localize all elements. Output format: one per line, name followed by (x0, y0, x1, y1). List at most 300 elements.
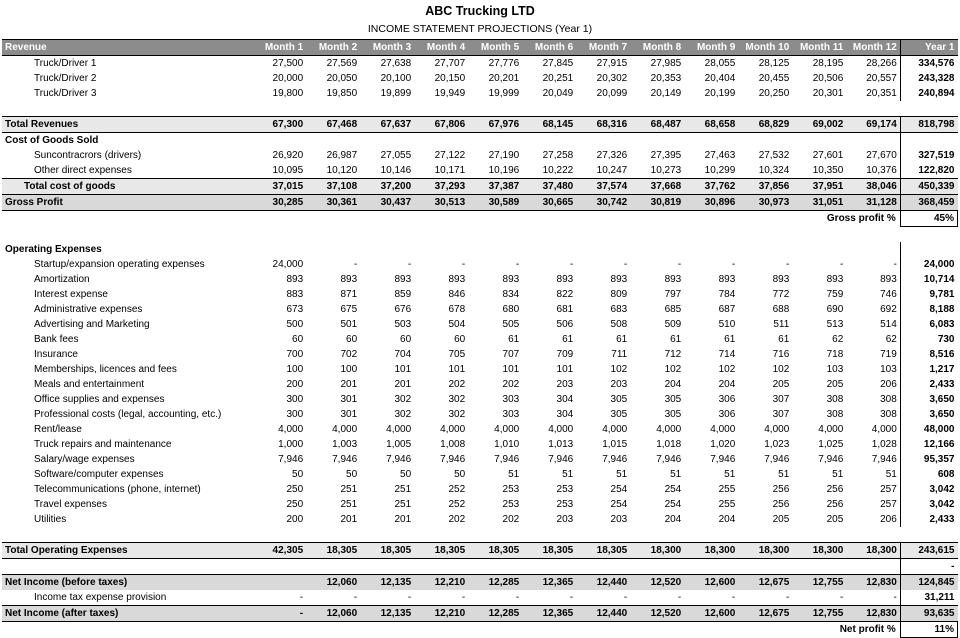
cell: 1,005 (386, 439, 412, 450)
cell: 4,000 (548, 424, 574, 435)
table-row-total-cogs (2, 179, 958, 195)
cell: 37,762 (684, 179, 738, 195)
cell: 28,055 (704, 58, 736, 69)
cell: 257 (880, 499, 897, 510)
cell: 18,305 (468, 543, 522, 559)
cell: 67,637 (360, 117, 414, 133)
row-label: Professional costs (legal, accounting, etc.) (34, 409, 222, 420)
cell: 746 (880, 289, 897, 300)
gross-profit-pct-value: 45% (900, 211, 957, 227)
row-label: Insurance (34, 349, 78, 360)
company-title: ABC Trucking LTD (425, 4, 535, 18)
cell: 20,557 (866, 73, 897, 84)
row-label: Travel expenses (34, 499, 107, 510)
year-cell: 12,166 (900, 437, 957, 452)
cell: 27,055 (380, 150, 412, 161)
spacer-row (2, 101, 958, 117)
cell: 102 (772, 364, 790, 375)
row-label: Startup/expansion operating expenses (34, 259, 205, 270)
cell: 1,000 (278, 439, 304, 450)
cell: 711 (611, 349, 628, 360)
cell: 10,146 (380, 165, 412, 176)
cell: 4,000 (386, 424, 412, 435)
cell: 28,195 (812, 58, 844, 69)
cell: 308 (880, 394, 897, 405)
cell: 26,987 (326, 150, 358, 161)
cell: 7,946 (548, 454, 574, 465)
cell: 692 (880, 304, 897, 315)
cell: 20,251 (542, 73, 574, 84)
cell: 871 (340, 289, 358, 300)
table-row-income-tax (2, 590, 958, 606)
cell: 253 (556, 499, 574, 510)
cell: 680 (502, 304, 520, 315)
row-label: Administrative expenses (34, 304, 143, 315)
cell: 27,463 (704, 150, 736, 161)
year-cell: 240,894 (900, 86, 957, 101)
cell: 201 (340, 514, 358, 525)
cell: 203 (556, 514, 574, 525)
cell: - (893, 259, 897, 270)
cell: 705 (448, 349, 466, 360)
cell: 18,305 (414, 543, 468, 559)
cell: 12,600 (684, 606, 738, 622)
cell: 19,899 (380, 88, 412, 99)
row-label: Net Income (after taxes) (2, 606, 252, 622)
row-label: Advertising and Marketing (34, 319, 150, 330)
cell: 834 (502, 289, 520, 300)
header-year-1: Year 1 (900, 40, 957, 56)
cell: 18,305 (576, 543, 630, 559)
cell: 510 (718, 319, 736, 330)
cell: 103 (826, 364, 844, 375)
cell: 500 (286, 319, 304, 330)
header-month-7: Month 7 (576, 40, 630, 56)
cell: - (785, 259, 790, 270)
cell: 12,365 (522, 606, 576, 622)
cell: 60 (454, 334, 466, 345)
cell: 251 (394, 484, 412, 495)
cell: 308 (826, 409, 844, 420)
cell: 27,638 (380, 58, 412, 69)
cell: 38,046 (846, 179, 900, 195)
year-cell: 334,576 (900, 56, 957, 72)
cell: 687 (718, 304, 736, 315)
net-profit-pct-value: 11% (900, 622, 957, 638)
year-cell: 3,650 (900, 392, 957, 407)
year-cell: 95,357 (900, 452, 957, 467)
cell: 4,000 (818, 424, 844, 435)
cell: 12,285 (468, 606, 522, 622)
cell: 12,365 (522, 575, 576, 591)
cell: 42,305 (252, 543, 306, 559)
cell: 12,830 (846, 606, 900, 622)
cell: 202 (502, 379, 520, 390)
cell: 61 (508, 334, 520, 345)
cell: 204 (718, 514, 736, 525)
cell: - (522, 590, 576, 606)
cell: 37,387 (468, 179, 522, 195)
year-cell: 124,845 (900, 575, 957, 591)
cell: 62 (832, 334, 844, 345)
cell: 206 (880, 514, 897, 525)
cell: 302 (448, 394, 466, 405)
cell: 676 (394, 304, 412, 315)
year-cell: 1,217 (900, 362, 957, 377)
cell: 12,600 (684, 575, 738, 591)
header-month-1: Month 1 (252, 40, 306, 56)
cell: 27,569 (326, 58, 358, 69)
cell: 12,830 (846, 575, 900, 591)
cell: 256 (772, 499, 790, 510)
cell: 30,819 (630, 195, 684, 211)
cell: 759 (826, 289, 844, 300)
cell: 20,455 (758, 73, 790, 84)
cell: 10,247 (596, 165, 628, 176)
cell: 1,023 (764, 439, 790, 450)
cell: 7,946 (656, 454, 682, 465)
row-label: Telecommunications (phone, internet) (34, 484, 201, 495)
cell: 20,302 (596, 73, 628, 84)
year-cell: 24,000 (900, 257, 957, 272)
cell: 1,028 (871, 439, 897, 450)
cell: - (407, 259, 412, 270)
cell: - (515, 259, 520, 270)
cell: 1,010 (494, 439, 520, 450)
row-label: Amortization (34, 274, 90, 285)
cell: 12,060 (306, 606, 360, 622)
cell: 709 (556, 349, 574, 360)
cell: 103 (880, 364, 897, 375)
cell: 859 (394, 289, 412, 300)
cell: 18,300 (792, 543, 846, 559)
cell: 100 (286, 364, 304, 375)
year-cell: 2,433 (900, 377, 957, 392)
year-cell: 327,519 (900, 148, 957, 163)
table-row (2, 347, 958, 362)
cell: 1,018 (656, 439, 682, 450)
cell: 4,000 (440, 424, 466, 435)
table-row-total-revenues (2, 117, 958, 133)
cell: 10,324 (758, 165, 790, 176)
cell: 68,487 (630, 117, 684, 133)
cell: 27,985 (650, 58, 682, 69)
cell: 716 (772, 349, 790, 360)
cell: 205 (826, 379, 844, 390)
row-label: Salary/wage expenses (34, 454, 135, 465)
cell: 505 (502, 319, 520, 330)
cell: 50 (400, 469, 412, 480)
row-label: Net Income (before taxes) (2, 575, 252, 591)
cell: 784 (718, 289, 736, 300)
table-row (2, 497, 958, 512)
table-row (2, 452, 958, 467)
cell: 69,002 (792, 117, 846, 133)
cell: 27,670 (866, 150, 897, 161)
cell: 67,468 (306, 117, 360, 133)
cell: 254 (610, 499, 628, 510)
cell: 20,049 (542, 88, 574, 99)
year-cell: 122,820 (900, 163, 957, 179)
year-cell: 450,339 (900, 179, 957, 195)
cell: - (353, 259, 358, 270)
cell: 37,574 (576, 179, 630, 195)
cell: 511 (773, 319, 790, 330)
row-label: Other direct expenses (34, 165, 132, 176)
year-cell: 368,459 (900, 195, 957, 211)
cell: 51 (832, 469, 844, 480)
cell: 202 (448, 514, 466, 525)
cell: 26,920 (272, 150, 304, 161)
cell: - (306, 590, 360, 606)
cell: 51 (562, 469, 574, 480)
cell: 255 (718, 499, 736, 510)
table-row (2, 317, 958, 332)
cell: 678 (448, 304, 466, 315)
statement-subtitle: INCOME STATEMENT PROJECTIONS (Year 1) (367, 23, 593, 35)
table-row (2, 56, 958, 72)
cell: 893 (718, 274, 736, 285)
cell: 300 (286, 394, 304, 405)
row-label: Truck/Driver 1 (34, 58, 97, 69)
cell: 252 (448, 499, 466, 510)
gross-profit-pct-label: Gross profit % (826, 213, 896, 225)
cell: 30,285 (252, 195, 306, 211)
cell: 10,196 (488, 165, 520, 176)
cell: 12,210 (414, 575, 468, 591)
cell: 688 (772, 304, 790, 315)
cell: 302 (394, 409, 412, 420)
cell: 10,376 (866, 165, 897, 176)
cell: - (252, 606, 306, 622)
cell (252, 575, 306, 591)
cell: 18,300 (846, 543, 900, 559)
cell: 255 (718, 484, 736, 495)
table-row (2, 422, 958, 437)
cell: 702 (340, 349, 358, 360)
year-cell: 243,328 (900, 71, 957, 86)
cell: - (846, 590, 900, 606)
cell: 20,000 (272, 73, 304, 84)
cell: - (630, 590, 684, 606)
cell: 10,350 (812, 165, 844, 176)
cell: 67,300 (252, 117, 306, 133)
cell: 201 (340, 379, 358, 390)
cell: 308 (880, 409, 897, 420)
cell: 305 (610, 394, 628, 405)
cell: 4,000 (656, 424, 682, 435)
cell: 68,829 (738, 117, 792, 133)
cell: - (839, 259, 844, 270)
cell: 508 (610, 319, 628, 330)
cell: 20,353 (650, 73, 682, 84)
table-row (2, 392, 958, 407)
year-cell: 9,781 (900, 287, 957, 302)
income-statement-page (0, 4, 960, 634)
cell: 12,135 (360, 606, 414, 622)
cell: 20,150 (434, 73, 466, 84)
cell: - (623, 259, 628, 270)
cell: 707 (502, 349, 520, 360)
cell: 681 (556, 304, 574, 315)
cell: 201 (394, 514, 412, 525)
cell: 893 (664, 274, 682, 285)
year-cell: 48,000 (900, 422, 957, 437)
year-cell: 3,042 (900, 497, 957, 512)
table-row-net-income-after-taxes (2, 606, 958, 622)
cell: 102 (610, 364, 628, 375)
cell: 10,095 (272, 165, 304, 176)
cell: 12,675 (738, 606, 792, 622)
cell: 10,273 (650, 165, 682, 176)
cell: 19,949 (434, 88, 466, 99)
cell: 683 (610, 304, 628, 315)
cell: 202 (448, 379, 466, 390)
cell: 7,946 (818, 454, 844, 465)
cell: 893 (826, 274, 844, 285)
row-label: Rent/lease (34, 424, 82, 435)
table-row (2, 163, 958, 179)
cell: 685 (664, 304, 682, 315)
cell: 27,915 (596, 58, 628, 69)
cell: 250 (286, 484, 304, 495)
cell: 200 (286, 379, 304, 390)
cell: 201 (394, 379, 412, 390)
cell: 12,755 (792, 575, 846, 591)
cell: 69,174 (846, 117, 900, 133)
cell: 19,850 (326, 88, 358, 99)
row-label: Total cost of goods (2, 179, 252, 195)
cell: 506 (556, 319, 574, 330)
cell: 27,601 (812, 150, 844, 161)
cell: 50 (454, 469, 466, 480)
cell: 714 (718, 349, 736, 360)
header-month-4: Month 4 (414, 40, 468, 56)
year-cell: 10,714 (900, 272, 957, 287)
cell: 203 (556, 379, 574, 390)
cell: 202 (502, 514, 520, 525)
table-row (2, 287, 958, 302)
cell: 4,000 (764, 424, 790, 435)
table-row (2, 71, 958, 86)
cell: 305 (664, 409, 682, 420)
cell: 504 (448, 319, 466, 330)
row-label: Truck repairs and maintenance (34, 439, 172, 450)
cell: 27,776 (488, 58, 520, 69)
cell: 204 (664, 379, 682, 390)
cell: 27,190 (488, 150, 520, 161)
cell: 256 (772, 484, 790, 495)
cell: 306 (718, 409, 736, 420)
cell: 20,099 (596, 88, 628, 99)
cell: 12,440 (576, 606, 630, 622)
header-revenue: Revenue (2, 40, 252, 56)
cell: - (414, 590, 468, 606)
table-row (2, 377, 958, 392)
cell: 256 (826, 484, 844, 495)
cell: 7,946 (602, 454, 628, 465)
header-month-10: Month 10 (738, 40, 792, 56)
cell: 30,513 (414, 195, 468, 211)
cell: 203 (610, 379, 628, 390)
cell: 304 (556, 394, 574, 405)
cell: 30,742 (576, 195, 630, 211)
cell: 60 (400, 334, 412, 345)
cell: 61 (616, 334, 628, 345)
header-month-5: Month 5 (468, 40, 522, 56)
cell: 62 (885, 334, 897, 345)
cell: 712 (664, 349, 682, 360)
cell: 7,946 (386, 454, 412, 465)
cell: 12,210 (414, 606, 468, 622)
cell: 37,015 (252, 179, 306, 195)
cell: 7,946 (710, 454, 736, 465)
cell: 893 (880, 274, 897, 285)
cell: 253 (556, 484, 574, 495)
year-cell-dash: - (900, 559, 957, 575)
cell: 68,658 (684, 117, 738, 133)
year-cell: 608 (900, 467, 957, 482)
section-header-cogs (2, 133, 958, 149)
header-month-9: Month 9 (684, 40, 738, 56)
year-cell: 3,042 (900, 482, 957, 497)
cell: 305 (610, 409, 628, 420)
cell: 51 (616, 469, 628, 480)
cell: 37,480 (522, 179, 576, 195)
year-cell: 31,211 (900, 590, 957, 606)
cell: 27,500 (272, 58, 304, 69)
year-cell: 2,433 (900, 512, 957, 527)
cell: 20,201 (488, 73, 520, 84)
cell: 4,000 (710, 424, 736, 435)
cell: 101 (394, 364, 412, 375)
cell: 256 (826, 499, 844, 510)
cell: - (576, 590, 630, 606)
cell: 19,800 (272, 88, 304, 99)
cell: 61 (670, 334, 682, 345)
cell: 30,437 (360, 195, 414, 211)
cell: 20,404 (704, 73, 736, 84)
cell: 772 (772, 289, 790, 300)
net-profit-pct-label: Net profit % (839, 624, 896, 636)
cell: 251 (340, 499, 358, 510)
year-cell: 8,188 (900, 302, 957, 317)
table-row-total-opex (2, 543, 958, 559)
cell: 12,135 (360, 575, 414, 591)
year-cell: 818,798 (900, 117, 957, 133)
cell: 68,316 (576, 117, 630, 133)
cell: 200 (286, 514, 304, 525)
cell: 7,946 (332, 454, 358, 465)
cell: 12,520 (630, 606, 684, 622)
cell: 18,300 (630, 543, 684, 559)
cell: 31,051 (792, 195, 846, 211)
table-row (2, 467, 958, 482)
cell: 20,050 (326, 73, 358, 84)
cell: 31,128 (846, 195, 900, 211)
cell: 68,145 (522, 117, 576, 133)
cell: 51 (670, 469, 682, 480)
cell: 205 (772, 379, 790, 390)
cell: - (252, 590, 306, 606)
cell: 307 (772, 409, 790, 420)
cell: 700 (286, 349, 304, 360)
cell: 308 (826, 394, 844, 405)
table-row-gross-profit (2, 195, 958, 211)
cell: 10,120 (326, 165, 358, 176)
cell: 12,520 (630, 575, 684, 591)
table-row (2, 512, 958, 527)
